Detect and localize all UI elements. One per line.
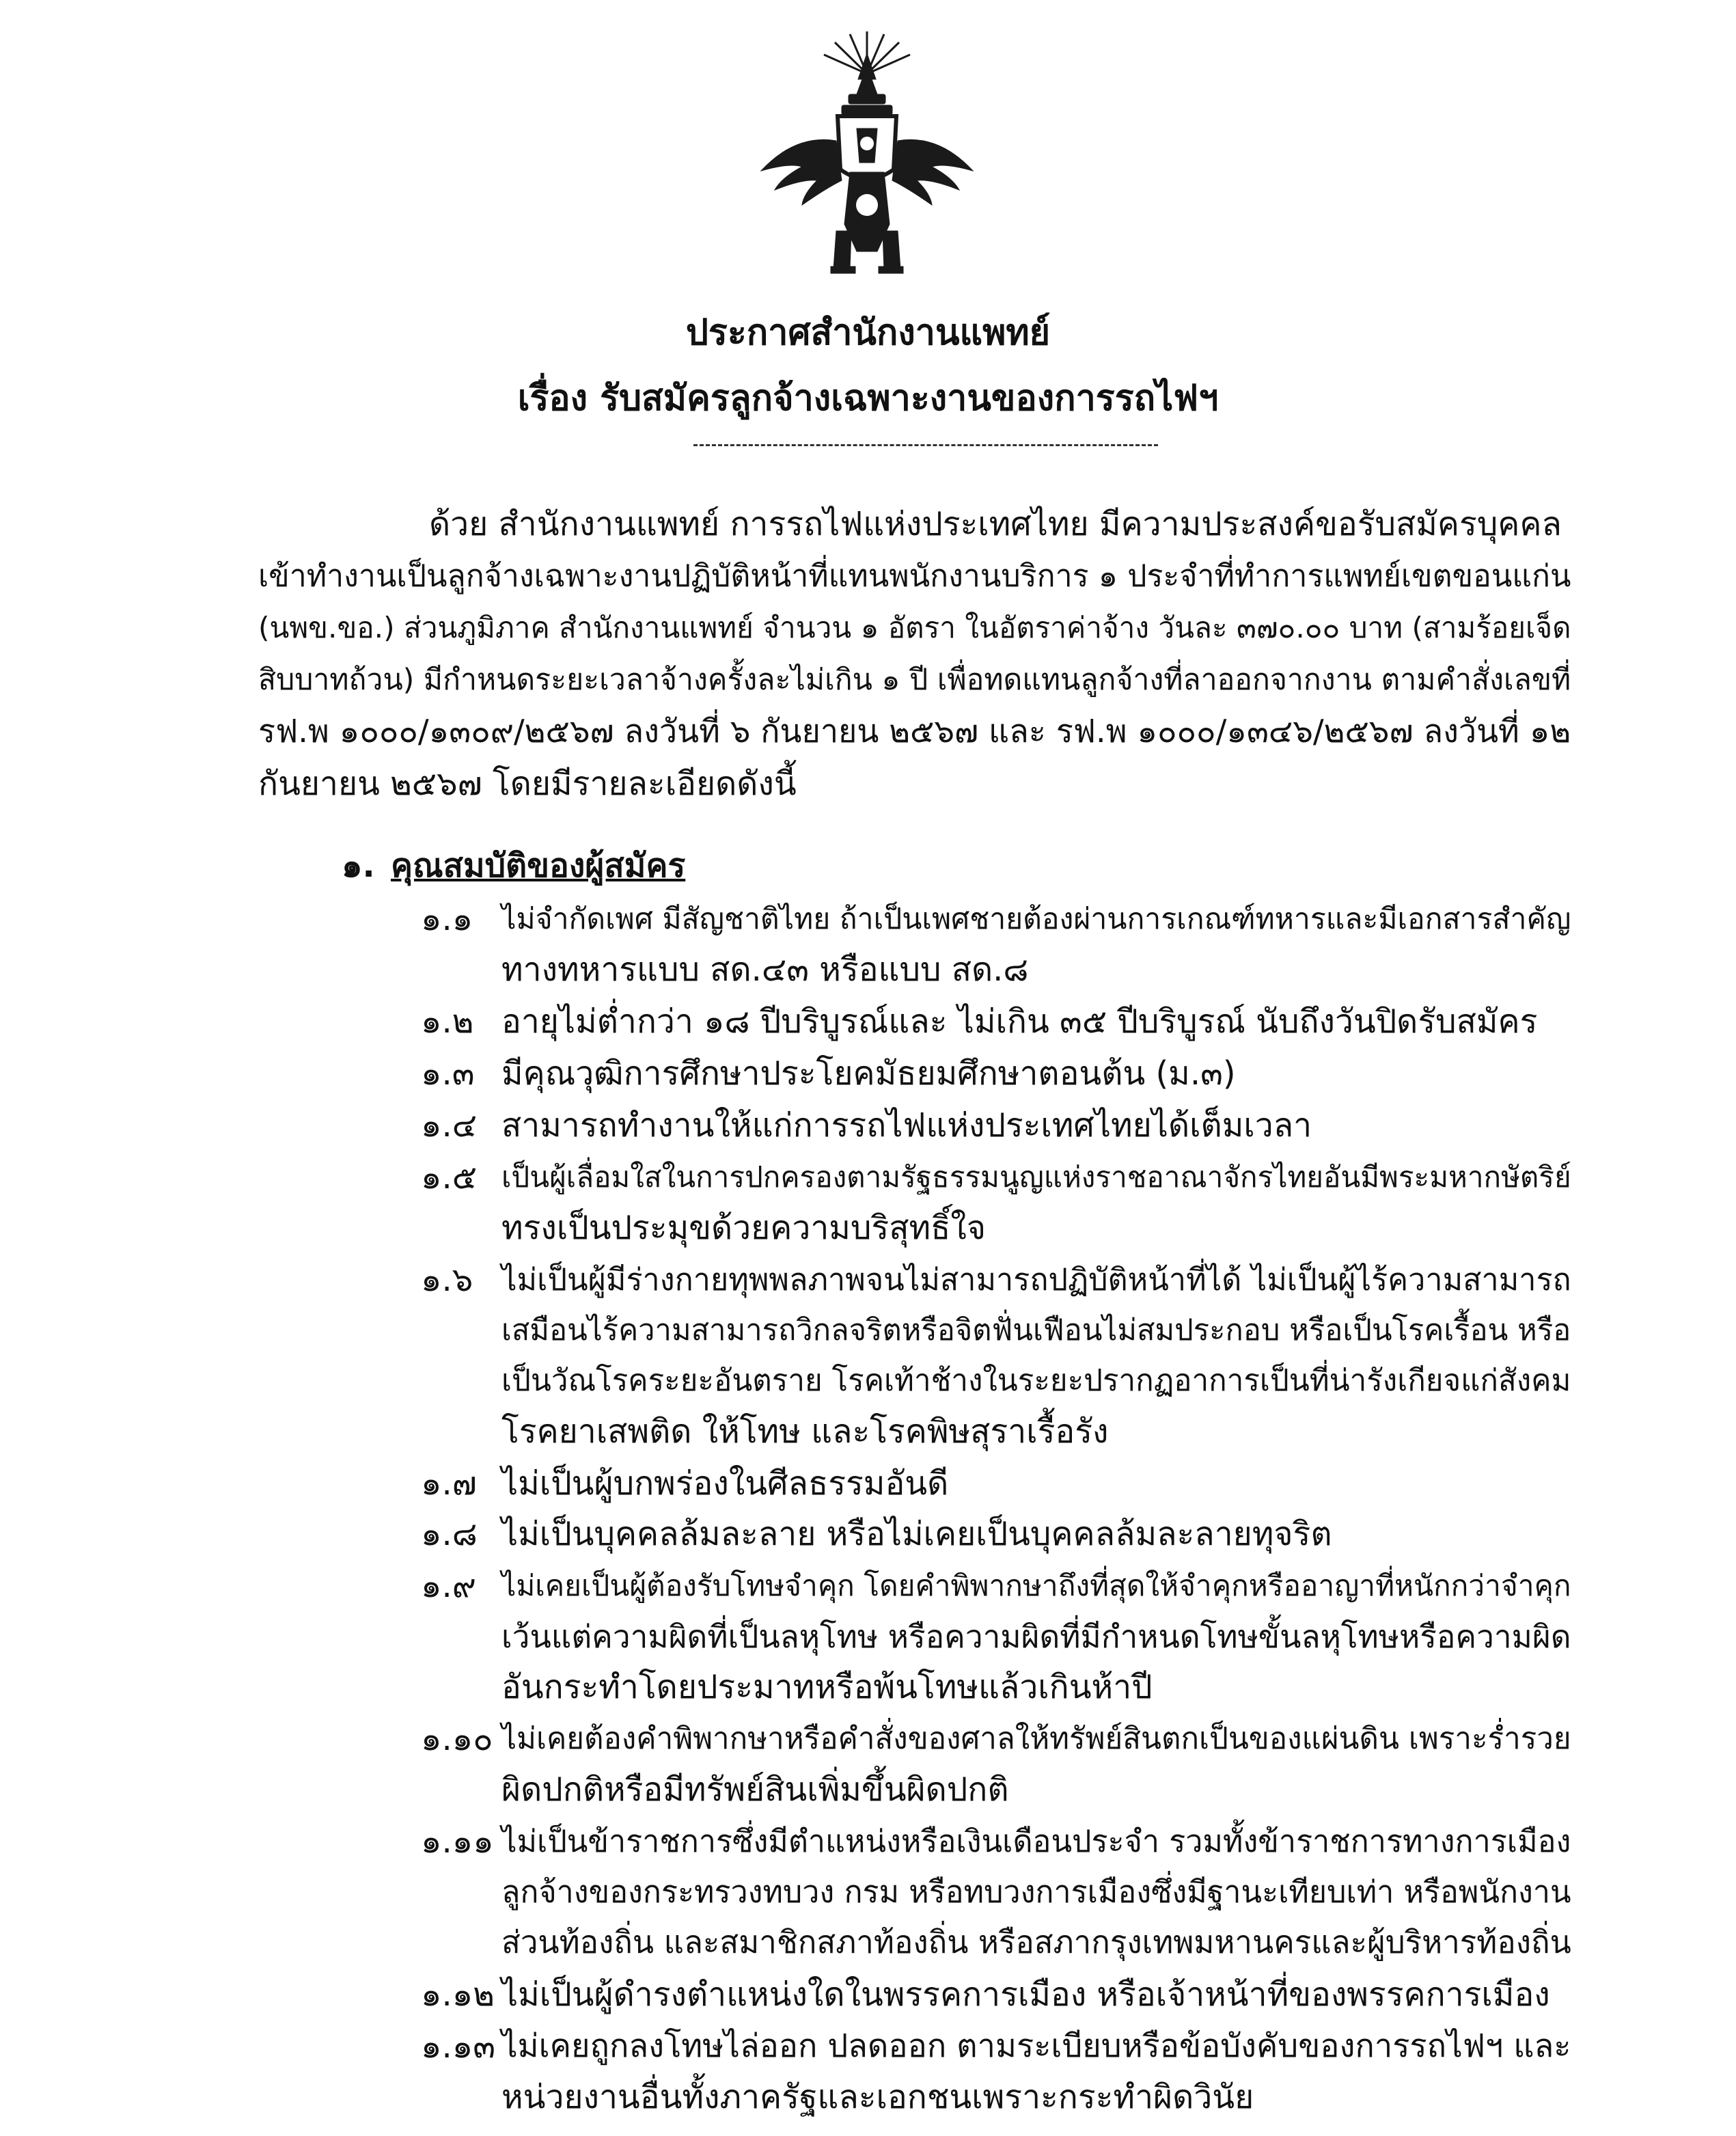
item-line: อันกระทำโดยประมาทหรือพ้นโทษแล้วเกินห้าปี — [501, 1668, 1153, 1706]
section-number: ๑. — [342, 847, 375, 885]
divider — [693, 444, 1158, 446]
item-number: ๑.๕ — [421, 1158, 478, 1196]
item-line: ส่วนท้องถิ่น และสมาชิกสภาท้องถิ่น หรือสภากรุงเทพมหานครและผู้บริหารท้องถิ่น — [501, 1924, 1571, 1960]
item-line: ทางทหารแบบ สด.๔๓ หรือแบบ สด.๘ — [501, 950, 1029, 989]
item-number: ๑.๓ — [421, 1054, 475, 1093]
item-line: ลูกจ้างของกระทรวงทบวง กรม หรือทบวงการเมืองซึ่งมีฐานะเทียบเท่า หรือพนักงาน — [501, 1874, 1571, 1910]
section-heading: คุณสมบัติของผู้สมัคร — [391, 847, 686, 885]
intro-line: ด้วย สำนักงานแพทย์ การรถไฟแห่งประเทศไทย มีความประสงค์ขอรับสมัครบุคคล — [429, 505, 1562, 543]
item-line: อายุไม่ต่ำกว่า ๑๘ ปีบริบูรณ์และ ไม่เกิน ๓๕ ปีบริบูรณ์ นับถึงวันปิดรับสมัคร — [501, 1002, 1538, 1041]
item-line: ไม่เป็นบุคคลล้มละลาย หรือไม่เคยเป็นบุคคลล้มละลายทุจริต — [501, 1515, 1332, 1553]
item-number: ๑.๑๐ — [421, 1720, 493, 1758]
srt-emblem-icon — [754, 26, 980, 279]
item-number: ๑.๗ — [421, 1464, 477, 1503]
intro-line: กันยายน ๒๕๖๗ โดยมีรายละเอียดดังนี้ — [258, 765, 797, 803]
item-line: ไม่จำกัดเพศ มีสัญชาติไทย ถ้าเป็นเพศชายต้องผ่านการเกณฑ์ทหารและมีเอกสารสำคัญ — [501, 902, 1571, 936]
item-number: ๑.๙ — [421, 1567, 476, 1605]
item-number: ๑.๑ — [421, 900, 473, 938]
item-line: เสมือนไร้ความสามารถวิกลจริตหรือจิตฟั่นเฟือนไม่สมประกอบ หรือเป็นโรคเรื้อน หรือ — [501, 1313, 1571, 1347]
intro-line: สิบบาทถ้วน) มีกำหนดระยะเวลาจ้างครั้งละไม่เกิน ๑ ปี เพื่อทดแทนลูกจ้างที่ลาออกจากงาน ตามคำสั่งเลขที่ — [258, 663, 1571, 697]
item-line: สามารถทำงานให้แก่การรถไฟแห่งประเทศไทยได้เต็มเวลา — [501, 1106, 1312, 1145]
item-line: ไม่เป็นผู้ดำรงตำแหน่งใดในพรรคการเมือง หรือเจ้าหน้าที่ของพรรคการเมือง — [501, 1975, 1550, 2014]
item-line: ผิดปกติหรือมีทรัพย์สินเพิ่มขึ้นผิดปกติ — [501, 1770, 1009, 1809]
item-line: ทรงเป็นประมุขด้วยความบริสุทธิ์ใจ — [501, 1209, 986, 1247]
announcement-title: ประกาศสำนักงานแพทย์ — [685, 312, 1051, 353]
intro-line: (นพข.ขอ.) ส่วนภูมิภาค สำนักงานแพทย์ จำนวน ๑ อัตรา ในอัตราค่าจ้าง วันละ ๓๗๐.๐๐ บาท (สามร้อยเจ็ด — [258, 611, 1571, 644]
item-number: ๑.๔ — [421, 1106, 478, 1145]
item-line: เว้นแต่ความผิดที่เป็นลหุโทษ หรือความผิดที่มีกำหนดโทษขั้นลหุโทษหรือความผิด — [501, 1618, 1571, 1655]
item-line: หน่วยงานอื่นทั้งภาครัฐและเอกชนเพราะกระทำผิดวินัย — [501, 2078, 1254, 2116]
item-number: ๑.๘ — [421, 1515, 478, 1553]
item-line: ไม่เคยเป็นผู้ต้องรับโทษจำคุก โดยคำพิพากษาถึงที่สุดให้จำคุกหรืออาญาที่หนักกว่าจำคุก — [501, 1569, 1571, 1602]
item-line: เป็นผู้เลื่อมใสในการปกครองตามรัฐธรรมนูญแห่งราชอาณาจักรไทยอันมีพระมหากษัตริย์ — [501, 1160, 1571, 1194]
item-number: ๑.๑๒ — [421, 1975, 495, 2014]
item-number: ๑.๑๑ — [421, 1822, 494, 1861]
item-line: โรคยาเสพติด ให้โทษ และโรคพิษสุราเรื้อรัง — [501, 1412, 1109, 1451]
item-line: ไม่เคยถูกลงโทษไล่ออก ปลดออก ตามระเบียบหรือข้อบังคับของการรถไฟฯ และ — [501, 2027, 1571, 2065]
item-number: ๑.๒ — [421, 1002, 474, 1041]
announcement-subject: เรื่อง รับสมัครลูกจ้างเฉพาะงานของการรถไฟฯ — [517, 378, 1219, 419]
item-line: ไม่เป็นข้าราชการซึ่งมีตำแหน่งหรือเงินเดือนประจำ รวมทั้งข้าราชการทางการเมือง — [501, 1823, 1571, 1859]
item-line: มีคุณวุฒิการศึกษาประโยคมัธยมศึกษาตอนต้น (ม.๓) — [501, 1054, 1236, 1093]
item-line: ไม่เป็นผู้บกพร่องในศีลธรรมอันดี — [501, 1464, 949, 1503]
item-number: ๑.๖ — [421, 1261, 473, 1299]
item-line: ไม่เคยต้องคำพิพากษาหรือคำสั่งของศาลให้ทรัพย์สินตกเป็นของแผ่นดิน เพราะร่ำรวย — [501, 1721, 1571, 1756]
item-line: ไม่เป็นผู้มีร่างกายทุพพลภาพจนไม่สามารถปฏิบัติหน้าที่ได้ ไม่เป็นผู้ไร้ความสามารถ — [501, 1261, 1571, 1298]
item-line: เป็นวัณโรคระยะอันตราย โรคเท้าช้างในระยะปรากฏอาการเป็นที่น่ารังเกียจแก่สังคม — [501, 1363, 1571, 1398]
item-number: ๑.๑๓ — [421, 2027, 496, 2066]
intro-line: เข้าทำงานเป็นลูกจ้างเฉพาะงานปฏิบัติหน้าที่แทนพนักงานบริการ ๑ ประจำที่ทำการแพทย์เขตขอนแก่น — [258, 558, 1571, 594]
intro-line: รฟ.พ ๑๐๐๐/๑๓๐๙/๒๕๖๗ ลงวันที่ ๖ กันยายน ๒๕๖๗ และ รฟ.พ ๑๐๐๐/๑๓๔๖/๒๕๖๗ ลงวันที่ ๑๒ — [258, 713, 1571, 750]
